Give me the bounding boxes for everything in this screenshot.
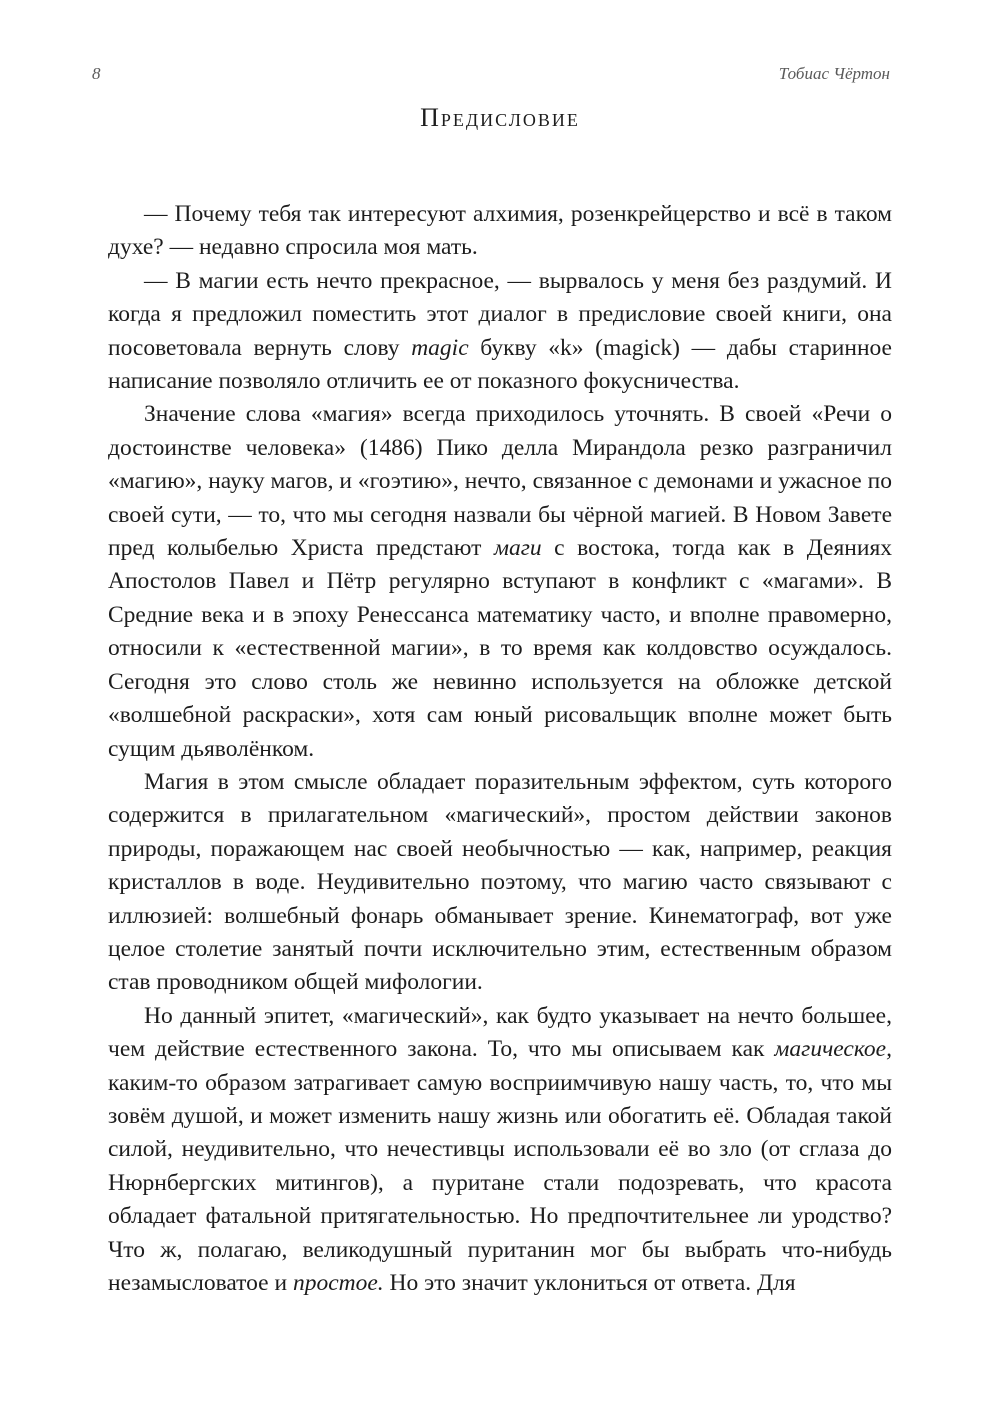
paragraph-3-emphasis: маги [493,535,542,562]
page-number: 8 [92,64,101,83]
paragraph-1 [108,198,892,265]
paragraph-1-text: — Почему тебя так интересуют алхимия, розенкрейцерство и всё в таком духе? — недавно спросила моя мать. [108,201,892,261]
running-header [92,64,890,88]
chapter-title: Предисловие [420,103,580,132]
paragraph-5-emphasis-1: магическое, [774,1036,892,1063]
paragraph-2 [108,265,892,399]
paragraph-3-text-a: Значение слова «магия» всегда приходилось уточнять. В своей «Речи о достоинстве человека» (1486) Пико делла Мирандола резко разграничил «магию», науку магов, и «гоэтию», нечто, связанное с демонами и ужасное по своей сути, — то, что мы сегодня назвали бы чёрной магией. В Новом Завете пред колыбелью Христа предстают [108,401,892,562]
paragraph-3 [108,398,892,765]
paragraph-5-text-a: Но данный эпитет, «магический», как будто указывает на нечто большее, чем действие естественного закона. То, что мы описываем как [108,1002,892,1063]
paragraph-5-emphasis-2: простое. [292,1270,384,1296]
paragraph-2-text-b: букву «k» (magick) — дабы старинное написание позволяло отличить ее от показного фокусничества. [108,334,892,395]
paragraph-4 [108,766,892,1000]
paragraph-5-text-b: каким-то образом затрагивает самую восприимчивую нашу часть, то, что мы зовём душой, и может изменить нашу жизнь или обогатить её. Обладая такой силой, неудивительно, что нечестивцы использовали её во зло (от сглаза до Нюрнбергских митингов), а пуритане стали подозревать, что красота обладает фатальной притягательностью. Но предпочтительнее ли уродство? Что ж, полагаю, великодушный пуританин мог бы выбрать что-нибудь незамысловатое и [108,1069,892,1296]
paragraph-5-text-c: Но это значит уклониться от ответа. Для [383,1270,796,1296]
paragraph-3-text-b: с востока, тогда как в Деяниях Апостолов Павел и Пётр регулярно вступают в конфликт с «магами». В Средние века и в эпоху Ренессанса математику часто, и вполне правомерно, относили к «естественной магии», в то время как колдовство осуждалось. Сегодня это слово столь же невинно используется на обложке детской «волшебной раскраски», хотя сам юный рисовальщик вполне может быть сущим дьяволёнком. [108,535,893,762]
running-author: Тобиас Чёртон [778,64,890,83]
paragraph-5 [108,1000,892,1301]
paragraph-4-text: Магия в этом смысле обладает поразительным эффектом, суть которого содержится в прилагательном «магический», простом действии законов природы, поражающем нас своей необычностью — как, например, реакция кристаллов в воде. Неудивительно поэтому, что магию часто связывают с иллюзией: волшебный фонарь обманывает зрение. Кинематограф, вот уже целое столетие занятый почти исключительно этим, естественным образом став проводником общей мифологии. [108,768,892,996]
paragraph-2-text-a: — В магии есть нечто прекрасное, — вырвалось у меня без раздумий. И когда я предложил поместить этот диалог в предисловие своей книги, она посоветовала вернуть слову [108,267,892,361]
body-text [108,198,892,1300]
paragraph-2-emphasis: magic [411,334,469,361]
